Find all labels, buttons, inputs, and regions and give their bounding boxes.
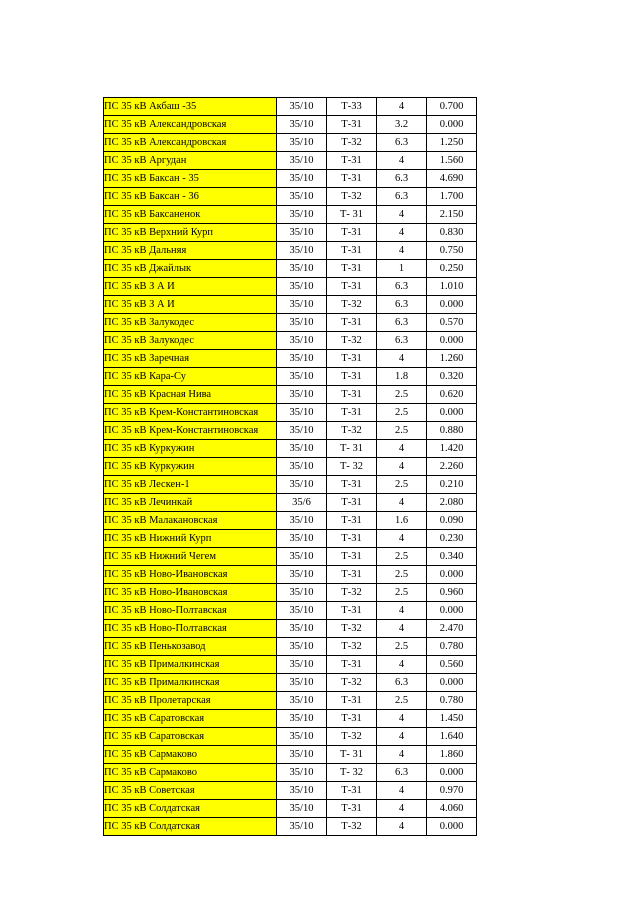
- voltage-cell: 35/10: [277, 98, 327, 116]
- table-row: [104, 134, 477, 152]
- transformer-cell: Т-31: [327, 278, 377, 296]
- substation-table-body: [104, 98, 477, 836]
- power-cell: 4: [377, 710, 427, 728]
- table-row: [104, 458, 477, 476]
- substation-name-cell: ПС 35 кВ Пенькозавод: [104, 638, 277, 656]
- power-cell: 2.5: [377, 422, 427, 440]
- load-cell: 0.000: [427, 818, 477, 836]
- power-cell: 4: [377, 206, 427, 224]
- substation-name-cell: ПС 35 кВ Прималкинская: [104, 656, 277, 674]
- voltage-cell: 35/10: [277, 332, 327, 350]
- table-row: [104, 278, 477, 296]
- table-row: [104, 368, 477, 386]
- transformer-cell: Т-31: [327, 242, 377, 260]
- load-cell: 0.780: [427, 692, 477, 710]
- power-cell: 3.2: [377, 116, 427, 134]
- transformer-cell: Т-31: [327, 224, 377, 242]
- table-row: [104, 746, 477, 764]
- voltage-cell: 35/10: [277, 692, 327, 710]
- substation-name-cell: ПС 35 кВ Советская: [104, 782, 277, 800]
- load-cell: 1.860: [427, 746, 477, 764]
- load-cell: 1.250: [427, 134, 477, 152]
- voltage-cell: 35/10: [277, 638, 327, 656]
- power-cell: 2.5: [377, 386, 427, 404]
- substation-name-cell: ПС 35 кВ З А И: [104, 296, 277, 314]
- power-cell: 6.3: [377, 278, 427, 296]
- voltage-cell: 35/10: [277, 170, 327, 188]
- load-cell: 0.000: [427, 116, 477, 134]
- table-row: [104, 674, 477, 692]
- substation-name-cell: ПС 35 кВ Прималкинская: [104, 674, 277, 692]
- voltage-cell: 35/10: [277, 746, 327, 764]
- power-cell: 2.5: [377, 692, 427, 710]
- substation-name-cell: ПС 35 кВ Куркужин: [104, 458, 277, 476]
- table-row: [104, 170, 477, 188]
- load-cell: 0.000: [427, 296, 477, 314]
- table-row: [104, 692, 477, 710]
- transformer-cell: Т-31: [327, 602, 377, 620]
- load-cell: 0.000: [427, 764, 477, 782]
- power-cell: 1: [377, 260, 427, 278]
- transformer-cell: Т-32: [327, 638, 377, 656]
- load-cell: 1.700: [427, 188, 477, 206]
- load-cell: 2.470: [427, 620, 477, 638]
- power-cell: 2.5: [377, 566, 427, 584]
- substation-name-cell: ПС 35 кВ Куркужин: [104, 440, 277, 458]
- transformer-cell: Т-31: [327, 260, 377, 278]
- substation-name-cell: ПС 35 кВ Ново-Ивановская: [104, 566, 277, 584]
- voltage-cell: 35/10: [277, 800, 327, 818]
- table-row: [104, 710, 477, 728]
- substation-table: [103, 97, 477, 836]
- substation-name-cell: ПС 35 кВ Сармаково: [104, 746, 277, 764]
- power-cell: 4: [377, 98, 427, 116]
- substation-name-cell: ПС 35 кВ Кара-Су: [104, 368, 277, 386]
- power-cell: 4: [377, 242, 427, 260]
- transformer-cell: Т- 32: [327, 764, 377, 782]
- power-cell: 1.6: [377, 512, 427, 530]
- table-row: [104, 800, 477, 818]
- load-cell: 1.260: [427, 350, 477, 368]
- substation-name-cell: ПС 35 кВ Сармаково: [104, 764, 277, 782]
- voltage-cell: 35/10: [277, 512, 327, 530]
- transformer-cell: Т-32: [327, 620, 377, 638]
- voltage-cell: 35/10: [277, 242, 327, 260]
- table-row: [104, 494, 477, 512]
- substation-name-cell: ПС 35 кВ Крем-Константиновская: [104, 422, 277, 440]
- voltage-cell: 35/10: [277, 260, 327, 278]
- table-row: [104, 332, 477, 350]
- table-row: [104, 206, 477, 224]
- power-cell: 4: [377, 746, 427, 764]
- substation-name-cell: ПС 35 кВ Лечинкай: [104, 494, 277, 512]
- transformer-cell: Т-31: [327, 368, 377, 386]
- table-row: [104, 224, 477, 242]
- voltage-cell: 35/10: [277, 296, 327, 314]
- transformer-cell: Т-31: [327, 170, 377, 188]
- load-cell: 0.970: [427, 782, 477, 800]
- table-row: [104, 728, 477, 746]
- substation-name-cell: ПС 35 кВ Залукодес: [104, 332, 277, 350]
- voltage-cell: 35/10: [277, 440, 327, 458]
- power-cell: 6.3: [377, 296, 427, 314]
- power-cell: 4: [377, 656, 427, 674]
- substation-name-cell: ПС 35 кВ Джайлык: [104, 260, 277, 278]
- load-cell: 0.000: [427, 674, 477, 692]
- load-cell: 1.450: [427, 710, 477, 728]
- transformer-cell: Т-32: [327, 188, 377, 206]
- substation-name-cell: ПС 35 кВ Крем-Константиновская: [104, 404, 277, 422]
- substation-name-cell: ПС 35 кВ Александровская: [104, 116, 277, 134]
- substation-name-cell: ПС 35 кВ Солдатская: [104, 800, 277, 818]
- transformer-cell: Т-31: [327, 152, 377, 170]
- table-row: [104, 350, 477, 368]
- table-row: [104, 764, 477, 782]
- transformer-cell: Т- 31: [327, 440, 377, 458]
- voltage-cell: 35/10: [277, 404, 327, 422]
- power-cell: 4: [377, 458, 427, 476]
- substation-name-cell: ПС 35 кВ Нижний Чегем: [104, 548, 277, 566]
- table-row: [104, 512, 477, 530]
- transformer-cell: Т-32: [327, 584, 377, 602]
- table-row: [104, 584, 477, 602]
- table-row: [104, 602, 477, 620]
- transformer-cell: Т-32: [327, 332, 377, 350]
- table-row: [104, 404, 477, 422]
- voltage-cell: 35/10: [277, 134, 327, 152]
- voltage-cell: 35/10: [277, 476, 327, 494]
- table-row: [104, 296, 477, 314]
- substation-name-cell: ПС 35 кВ Малакановская: [104, 512, 277, 530]
- power-cell: 4: [377, 620, 427, 638]
- transformer-cell: Т-31: [327, 314, 377, 332]
- table-row: [104, 530, 477, 548]
- table-row: [104, 548, 477, 566]
- load-cell: 1.420: [427, 440, 477, 458]
- voltage-cell: 35/10: [277, 764, 327, 782]
- table-row: [104, 116, 477, 134]
- transformer-cell: Т-32: [327, 728, 377, 746]
- transformer-cell: Т-31: [327, 350, 377, 368]
- substation-name-cell: ПС 35 кВ Баксан - 36: [104, 188, 277, 206]
- transformer-cell: Т-31: [327, 476, 377, 494]
- table-row: [104, 98, 477, 116]
- transformer-cell: Т- 31: [327, 746, 377, 764]
- table-row: [104, 260, 477, 278]
- load-cell: 0.000: [427, 404, 477, 422]
- voltage-cell: 35/10: [277, 602, 327, 620]
- voltage-cell: 35/10: [277, 728, 327, 746]
- substation-name-cell: ПС 35 кВ Саратовская: [104, 710, 277, 728]
- voltage-cell: 35/10: [277, 278, 327, 296]
- load-cell: 0.340: [427, 548, 477, 566]
- transformer-cell: Т-31: [327, 116, 377, 134]
- substation-name-cell: ПС 35 кВ Залукодес: [104, 314, 277, 332]
- table-row: [104, 152, 477, 170]
- table-row: [104, 386, 477, 404]
- table-row: [104, 440, 477, 458]
- power-cell: 1.8: [377, 368, 427, 386]
- transformer-cell: Т-31: [327, 404, 377, 422]
- load-cell: 0.620: [427, 386, 477, 404]
- transformer-cell: Т-31: [327, 566, 377, 584]
- transformer-cell: Т-31: [327, 548, 377, 566]
- substation-name-cell: ПС 35 кВ Александровская: [104, 134, 277, 152]
- power-cell: 4: [377, 782, 427, 800]
- power-cell: 4: [377, 800, 427, 818]
- table-row: [104, 314, 477, 332]
- transformer-cell: Т-33: [327, 98, 377, 116]
- load-cell: 2.150: [427, 206, 477, 224]
- voltage-cell: 35/10: [277, 584, 327, 602]
- transformer-cell: Т-32: [327, 296, 377, 314]
- substation-name-cell: ПС 35 кВ Нижний Курп: [104, 530, 277, 548]
- voltage-cell: 35/10: [277, 224, 327, 242]
- voltage-cell: 35/10: [277, 566, 327, 584]
- voltage-cell: 35/10: [277, 656, 327, 674]
- substation-name-cell: ПС 35 кВ Акбаш -35: [104, 98, 277, 116]
- load-cell: 0.320: [427, 368, 477, 386]
- transformer-cell: Т-31: [327, 530, 377, 548]
- power-cell: 6.3: [377, 170, 427, 188]
- voltage-cell: 35/10: [277, 386, 327, 404]
- substation-name-cell: ПС 35 кВ Ново-Полтавская: [104, 602, 277, 620]
- power-cell: 4: [377, 440, 427, 458]
- load-cell: 0.700: [427, 98, 477, 116]
- load-cell: 0.250: [427, 260, 477, 278]
- power-cell: 4: [377, 602, 427, 620]
- voltage-cell: 35/10: [277, 710, 327, 728]
- table-row: [104, 566, 477, 584]
- voltage-cell: 35/10: [277, 674, 327, 692]
- power-cell: 4: [377, 818, 427, 836]
- power-cell: 6.3: [377, 674, 427, 692]
- transformer-cell: Т-32: [327, 818, 377, 836]
- substation-name-cell: ПС 35 кВ Ново-Полтавская: [104, 620, 277, 638]
- substation-name-cell: ПС 35 кВ Аргудан: [104, 152, 277, 170]
- power-cell: 2.5: [377, 638, 427, 656]
- substation-name-cell: ПС 35 кВ Красная Нива: [104, 386, 277, 404]
- voltage-cell: 35/10: [277, 782, 327, 800]
- table-row: [104, 422, 477, 440]
- transformer-cell: Т-31: [327, 386, 377, 404]
- power-cell: 4: [377, 152, 427, 170]
- transformer-cell: Т-31: [327, 656, 377, 674]
- load-cell: 4.060: [427, 800, 477, 818]
- substation-name-cell: ПС 35 кВ Баксан - 35: [104, 170, 277, 188]
- power-cell: 4: [377, 494, 427, 512]
- power-cell: 4: [377, 728, 427, 746]
- voltage-cell: 35/10: [277, 188, 327, 206]
- power-cell: 2.5: [377, 476, 427, 494]
- load-cell: 0.000: [427, 566, 477, 584]
- transformer-cell: Т-32: [327, 674, 377, 692]
- load-cell: 0.960: [427, 584, 477, 602]
- power-cell: 4: [377, 350, 427, 368]
- substation-name-cell: ПС 35 кВ Заречная: [104, 350, 277, 368]
- load-cell: 0.570: [427, 314, 477, 332]
- substation-name-cell: ПС 35 кВ З А И: [104, 278, 277, 296]
- load-cell: 0.560: [427, 656, 477, 674]
- power-cell: 6.3: [377, 188, 427, 206]
- power-cell: 6.3: [377, 332, 427, 350]
- table-row: [104, 188, 477, 206]
- substation-name-cell: ПС 35 кВ Дальняя: [104, 242, 277, 260]
- substation-name-cell: ПС 35 кВ Саратовская: [104, 728, 277, 746]
- transformer-cell: Т-31: [327, 494, 377, 512]
- load-cell: 0.780: [427, 638, 477, 656]
- load-cell: 0.230: [427, 530, 477, 548]
- load-cell: 0.090: [427, 512, 477, 530]
- load-cell: 1.010: [427, 278, 477, 296]
- voltage-cell: 35/10: [277, 530, 327, 548]
- load-cell: 1.640: [427, 728, 477, 746]
- table-row: [104, 782, 477, 800]
- table-row: [104, 818, 477, 836]
- load-cell: 0.830: [427, 224, 477, 242]
- load-cell: 0.750: [427, 242, 477, 260]
- transformer-cell: Т-32: [327, 134, 377, 152]
- transformer-cell: Т-31: [327, 512, 377, 530]
- load-cell: 0.000: [427, 332, 477, 350]
- load-cell: 1.560: [427, 152, 477, 170]
- voltage-cell: 35/10: [277, 422, 327, 440]
- voltage-cell: 35/10: [277, 368, 327, 386]
- load-cell: 0.210: [427, 476, 477, 494]
- load-cell: 2.080: [427, 494, 477, 512]
- table-row: [104, 638, 477, 656]
- power-cell: 6.3: [377, 314, 427, 332]
- transformer-cell: Т- 31: [327, 206, 377, 224]
- transformer-cell: Т- 32: [327, 458, 377, 476]
- table-row: [104, 476, 477, 494]
- substation-name-cell: ПС 35 кВ Пролетарская: [104, 692, 277, 710]
- voltage-cell: 35/10: [277, 152, 327, 170]
- voltage-cell: 35/10: [277, 620, 327, 638]
- power-cell: 2.5: [377, 548, 427, 566]
- power-cell: 4: [377, 530, 427, 548]
- load-cell: 4.690: [427, 170, 477, 188]
- voltage-cell: 35/10: [277, 206, 327, 224]
- substation-name-cell: ПС 35 кВ Баксаненок: [104, 206, 277, 224]
- power-cell: 2.5: [377, 584, 427, 602]
- load-cell: 0.000: [427, 602, 477, 620]
- transformer-cell: Т-31: [327, 710, 377, 728]
- table-row: [104, 656, 477, 674]
- voltage-cell: 35/10: [277, 314, 327, 332]
- transformer-cell: Т-31: [327, 782, 377, 800]
- transformer-cell: Т-31: [327, 800, 377, 818]
- transformer-cell: Т-32: [327, 422, 377, 440]
- table-row: [104, 242, 477, 260]
- transformer-cell: Т-31: [327, 692, 377, 710]
- voltage-cell: 35/10: [277, 116, 327, 134]
- voltage-cell: 35/10: [277, 548, 327, 566]
- substation-name-cell: ПС 35 кВ Ново-Ивановская: [104, 584, 277, 602]
- voltage-cell: 35/10: [277, 350, 327, 368]
- voltage-cell: 35/10: [277, 458, 327, 476]
- substation-name-cell: ПС 35 кВ Солдатская: [104, 818, 277, 836]
- power-cell: 2.5: [377, 404, 427, 422]
- table-row: [104, 620, 477, 638]
- load-cell: 2.260: [427, 458, 477, 476]
- load-cell: 0.880: [427, 422, 477, 440]
- substation-name-cell: ПС 35 кВ Лескен-1: [104, 476, 277, 494]
- substation-name-cell: ПС 35 кВ Верхний Курп: [104, 224, 277, 242]
- voltage-cell: 35/6: [277, 494, 327, 512]
- power-cell: 6.3: [377, 764, 427, 782]
- power-cell: 4: [377, 224, 427, 242]
- voltage-cell: 35/10: [277, 818, 327, 836]
- power-cell: 6.3: [377, 134, 427, 152]
